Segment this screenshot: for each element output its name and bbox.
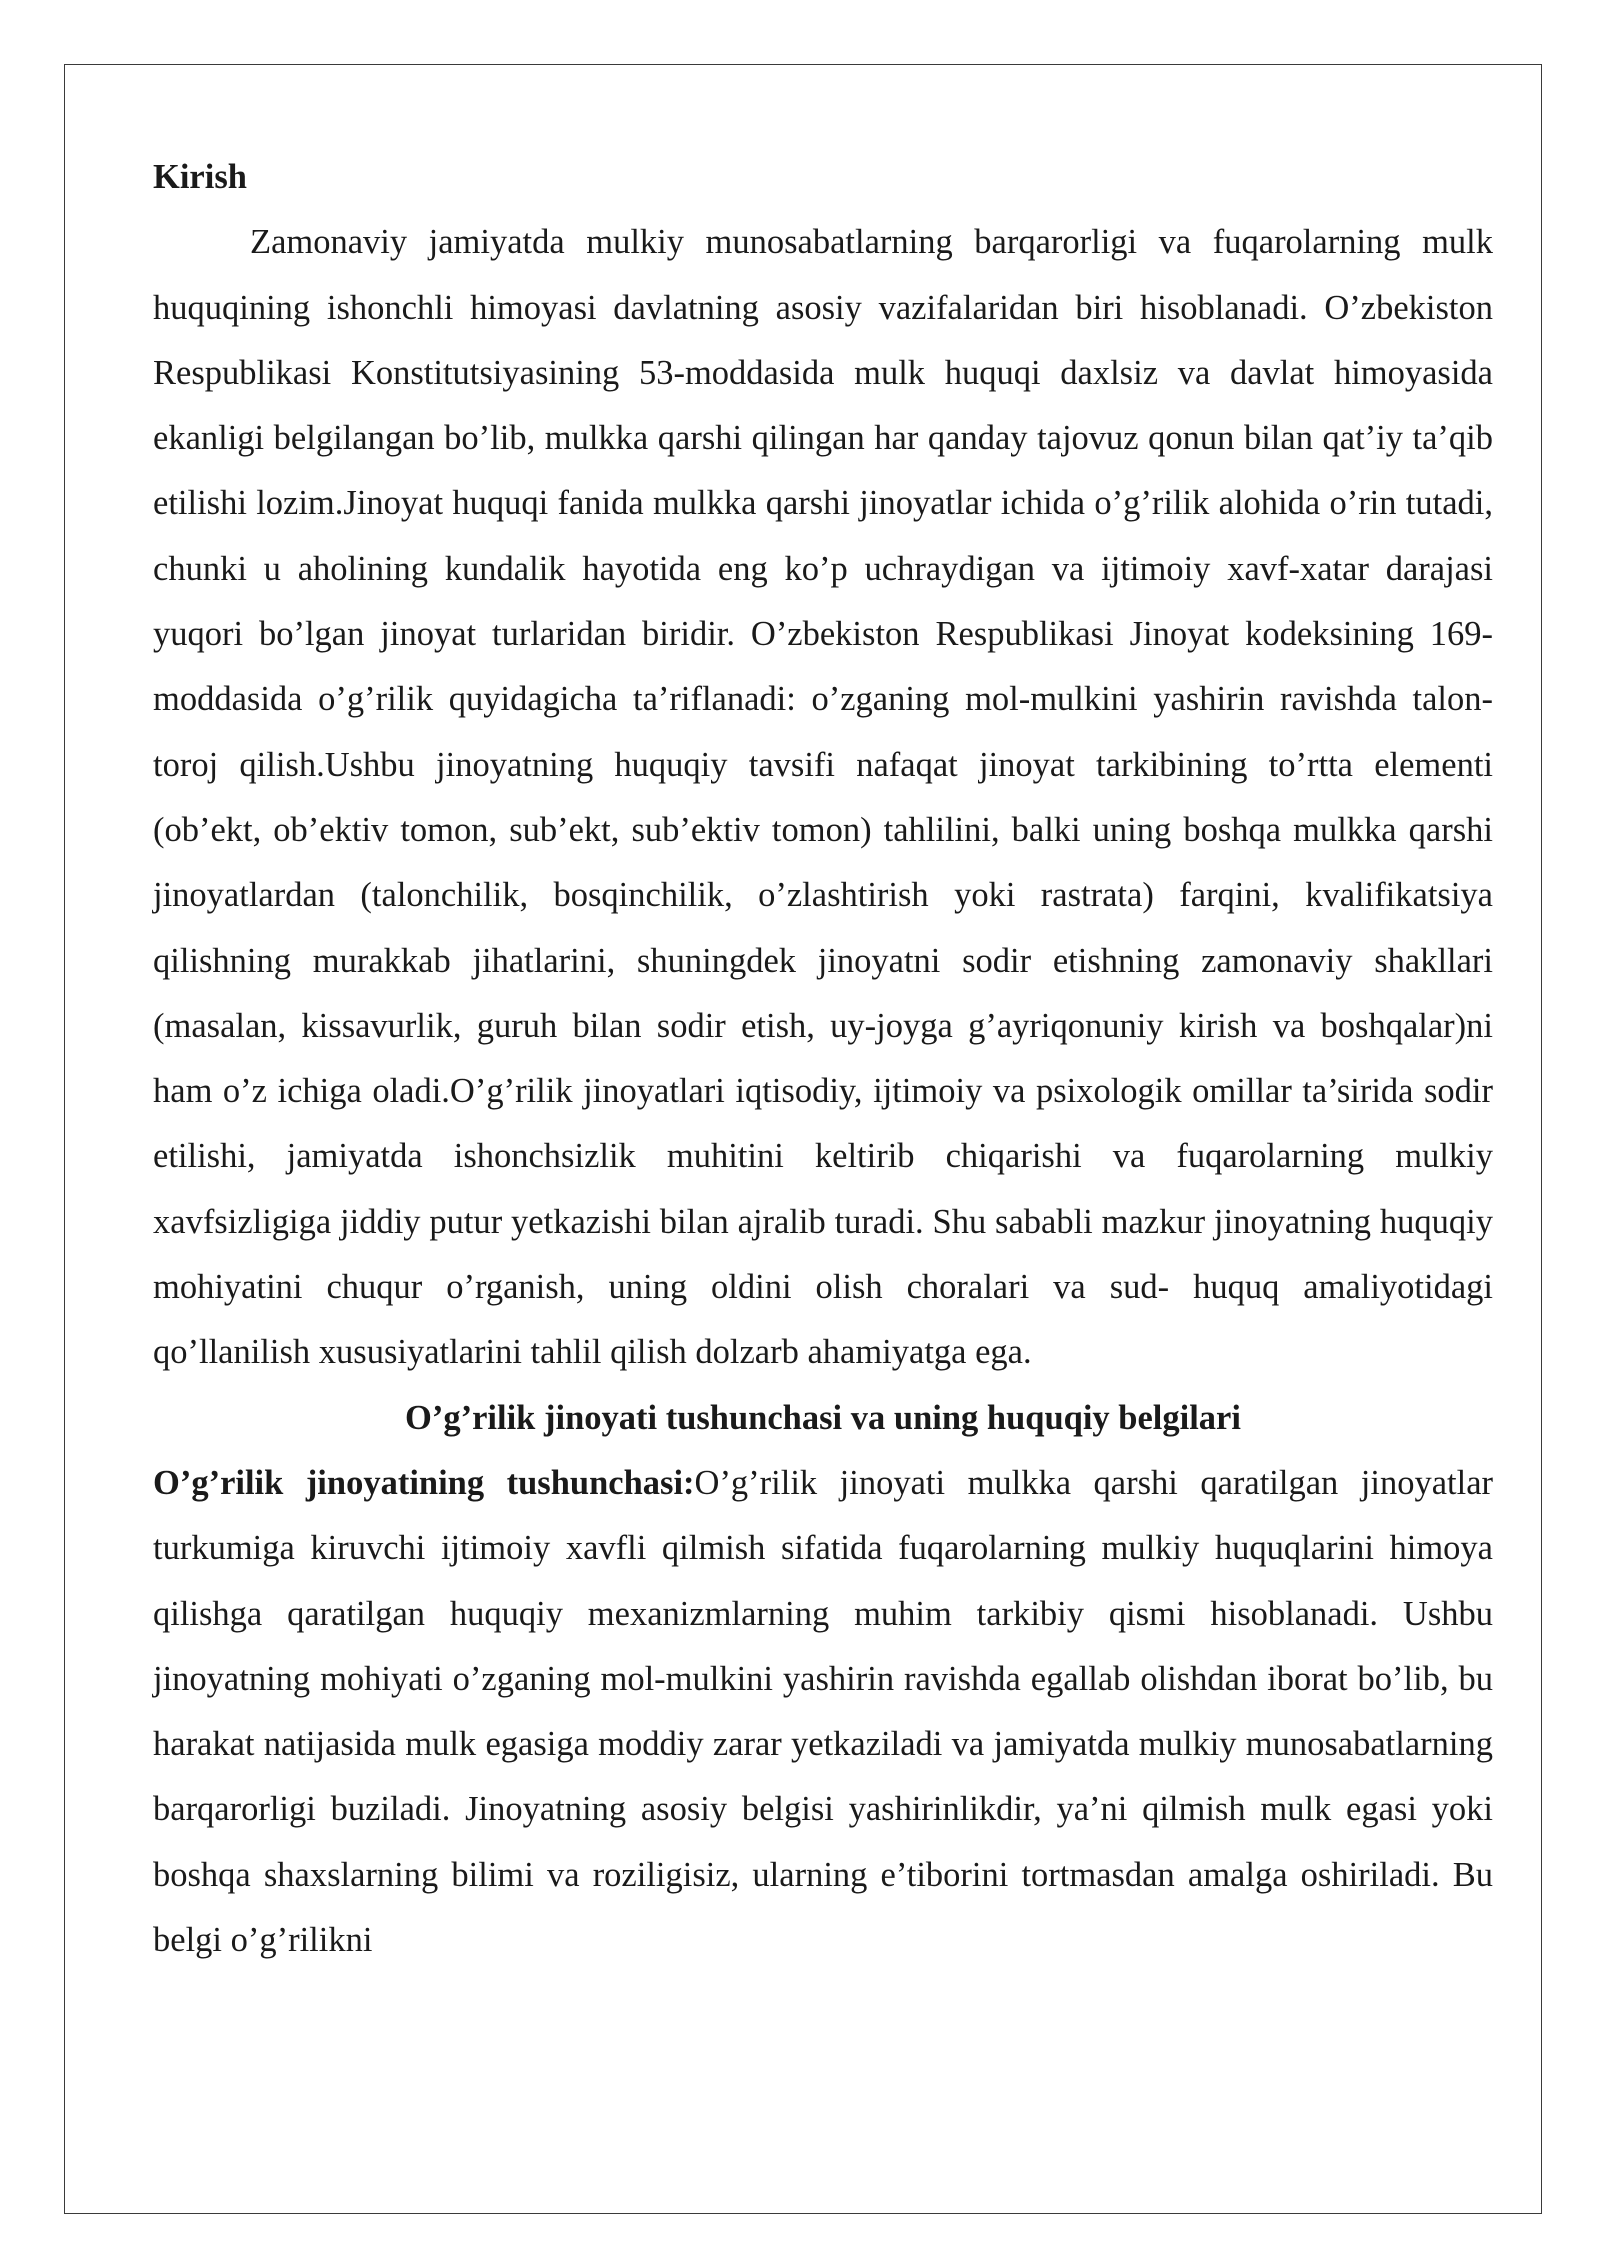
- section-paragraph-text: O’g’rilik jinoyati mulkka qarshi qaratilgan jinoyatlar turkumiga kiruvchi ijtimoiy xavfli qilmish sifatida fuqarolarning mulkiy huquqlarini himoya qilishga qaratilgan huquqiy mexanizmlarning muhim tarkibiy qismi hisoblanadi. Ushbu jinoyatning mohiyati o’zganing mol-mulkini yashirin ravishda egallab olishdan iborat bo’lib, bu harakat natijasida mulk egasiga moddiy zarar yetkaziladi va jamiyatda mulkiy munosabatlarning barqarorligi buziladi. Jinoyatning asosiy belgisi yashirinlikdir, ya’ni qilmish mulk egasi yoki boshqa shaxslarning bilimi va roziligisiz, ularning e’tiborini tortmasdan amalga oshiriladi. Bu belgi o’g’rilikni: [153, 1463, 1493, 1960]
- intro-paragraph: Zamonaviy jamiyatda mulkiy munosabatlarning barqarorligi va fuqarolarning mulk huquqining ishonchli himoyasi davlatning asosiy vazifalaridan biri hisoblanadi. O’zbekiston Respublikasi Konstitutsiyasining 53-moddasida mulk huquqi daxlsiz va davlat himoyasida ekanligi belgilangan bo’lib, mulkka qarshi qilingan har qanday tajovuz qonun bilan qat’iy ta’qib etilishi lozim.Jinoyat huquqi fanida mulkka qarshi jinoyatlar ichida o’g’rilik alohida o’rin tutadi, chunki u aholining kundalik hayotida eng ko’p uchraydigan va ijtimoiy xavf-xatar darajasi yuqori bo’lgan jinoyat turlaridan biridir. O’zbekiston Respublikasi Jinoyat kodeksining 169-moddasida o’g’rilik quyidagicha ta’riflanadi: o’zganing mol-mulkini yashirin ravishda talon-toroj qilish.Ushbu jinoyatning huquqiy tavsifi nafaqat jinoyat tarkibining to’rtta elementi (ob’ekt, ob’ektiv tomon, sub’ekt, sub’ektiv tomon) tahlilini, balki uning boshqa mulkka qarshi jinoyatlardan (talonchilik, bosqinchilik, o’zlashtirish yoki rastrata) farqini, kvalifikatsiya qilishning murakkab jihatlarini, shuningdek jinoyatni sodir etishning zamonaviy shakllari (masalan, kissavurlik, guruh bilan sodir etish, uy-joyga g’ayriqonuniy kirish va boshqalar)ni ham o’z ichiga oladi.O’g’rilik jinoyatlari iqtisodiy, ijtimoiy va psixologik omillar ta’sirida sodir etilishi, jamiyatda ishonchsizlik muhitini keltirib chiqarishi va fuqarolarning mulkiy xavfsizligiga jiddiy putur yetkazishi bilan ajralib turadi. Shu sababli mazkur jinoyatning huquqiy mohiyatini chuqur o’rganish, uning oldini olish choralari va sud- huquq amaliyotidagi qo’llanilish xususiyatlarini tahlil qilish dolzarb ahamiyatga ega.: [153, 223, 1493, 1372]
- intro-heading: Kirish: [153, 158, 247, 196]
- section-paragraph: [153, 1451, 1493, 1973]
- section-lead-term: O’g’rilik jinoyatining tushunchasi:: [153, 1463, 695, 1502]
- document-body: [153, 145, 1493, 1973]
- section-heading: O’g’rilik jinoyati tushunchasi va uning huquqiy belgilari: [405, 1398, 1241, 1437]
